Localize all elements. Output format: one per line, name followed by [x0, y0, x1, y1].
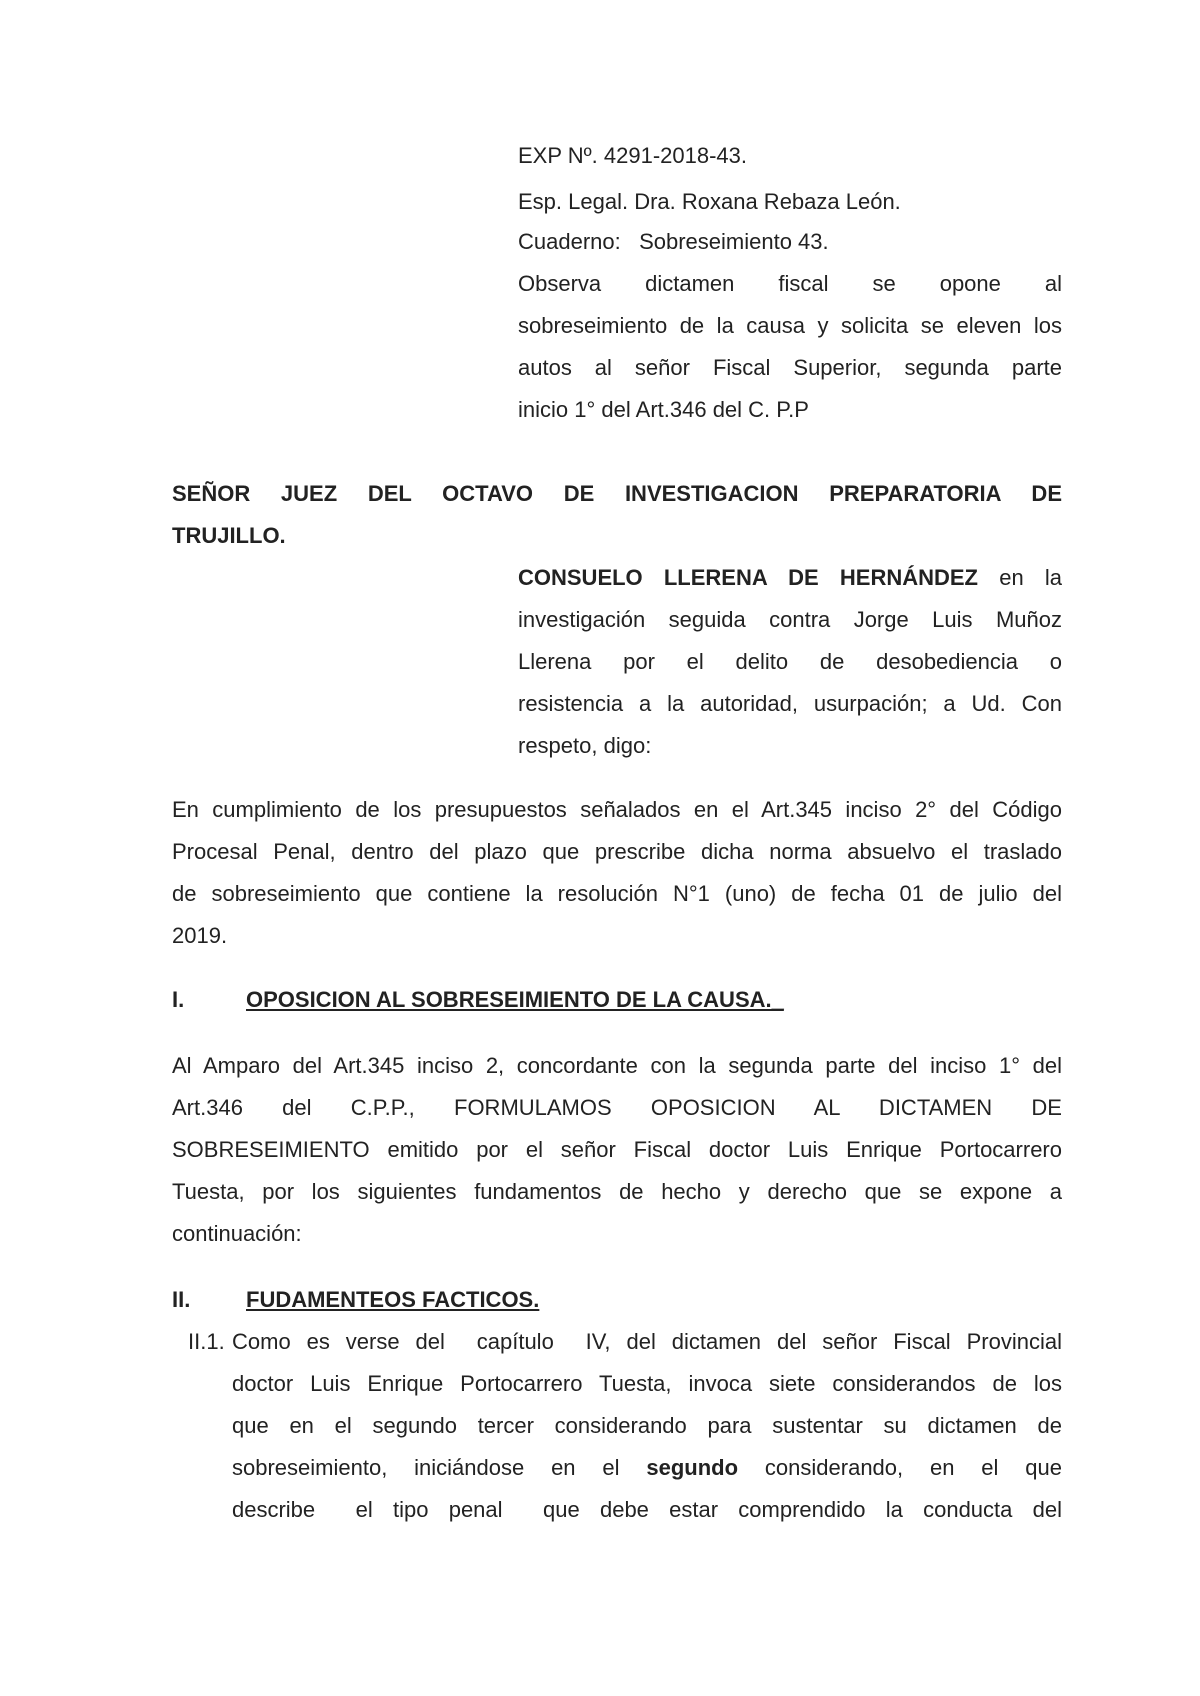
item-line: Como es verse del capítulo IV, del dictamen del señor Fiscal Provincial: [232, 1329, 1062, 1354]
intro-tail: en la: [999, 565, 1062, 590]
sumilla-line: sobreseimiento de la causa y solicita se eleven los: [518, 313, 1062, 338]
item-text: sobreseimiento, iniciándose en el: [232, 1455, 620, 1480]
item-line: doctor Luis Enrique Portocarrero Tuesta, invoca siete considerandos de los: [232, 1371, 1062, 1396]
paragraph-line: En cumplimiento de los presupuestos señalados en el Art.345 inciso 2° del Código: [172, 797, 1062, 822]
item-line-with-bold: [232, 1454, 1062, 1482]
addressee-line: TRUJILLO.: [172, 523, 286, 548]
item-text: considerando, en el que: [764, 1455, 1062, 1480]
paragraph-line: de sobreseimiento que contiene la resolución N°1 (uno) de fecha 01 de julio del: [172, 881, 1062, 906]
intro-line: Llerena por el delito de desobediencia o: [518, 649, 1062, 674]
section-line: SOBRESEIMIENTO emitido por el señor Fiscal doctor Luis Enrique Portocarrero: [172, 1137, 1062, 1162]
sumilla-line: Observa dictamen fiscal se opone al: [518, 271, 1062, 296]
item-line: describe el tipo penal que debe estar comprendido la conducta del: [232, 1497, 1062, 1522]
paragraph-line: Procesal Penal, dentro del plazo que prescribe dicha norma absuelvo el traslado: [172, 839, 1062, 864]
item-number: II.1.: [188, 1329, 225, 1354]
cuaderno: Cuaderno: Sobreseimiento 43.: [518, 229, 829, 254]
petitioner-name: CONSUELO LLERENA DE HERNÁNDEZ: [518, 565, 978, 590]
section-number: II.: [172, 1287, 191, 1312]
section-title: OPOSICION AL SOBRESEIMIENTO DE LA CAUSA._: [246, 987, 784, 1012]
section-title: FUDAMENTEOS FACTICOS.: [246, 1287, 540, 1312]
intro-first-line: [518, 564, 1062, 592]
item-bold-word: segundo: [646, 1455, 739, 1480]
sumilla-line: inicio 1° del Art.346 del C. P.P: [518, 397, 809, 422]
sumilla-line: autos al señor Fiscal Superior, segunda parte: [518, 355, 1062, 380]
section-number: I.: [172, 987, 185, 1012]
section-line: continuación:: [172, 1221, 302, 1246]
expediente-number: EXP Nº. 4291-2018-43.: [518, 143, 748, 168]
addressee-line: SEÑOR JUEZ DEL OCTAVO DE INVESTIGACION PREPARATORIA DE: [172, 481, 1062, 506]
item-line: que en el segundo tercer considerando para sustentar su dictamen de: [232, 1413, 1062, 1438]
intro-line: respeto, digo:: [518, 733, 652, 758]
section-line: Art.346 del C.P.P., FORMULAMOS OPOSICION AL DICTAMEN DE: [172, 1095, 1062, 1120]
intro-line: resistencia a la autoridad, usurpación; a Ud. Con: [518, 691, 1062, 716]
section-line: Al Amparo del Art.345 inciso 2, concordante con la segunda parte del inciso 1° del: [172, 1053, 1062, 1078]
section-line: Tuesta, por los siguientes fundamentos de hecho y derecho que se expone a: [172, 1179, 1062, 1204]
intro-line: investigación seguida contra Jorge Luis Muñoz: [518, 607, 1062, 632]
paragraph-line: 2019.: [172, 923, 228, 948]
especialista-legal: Esp. Legal. Dra. Roxana Rebaza León.: [518, 189, 901, 214]
